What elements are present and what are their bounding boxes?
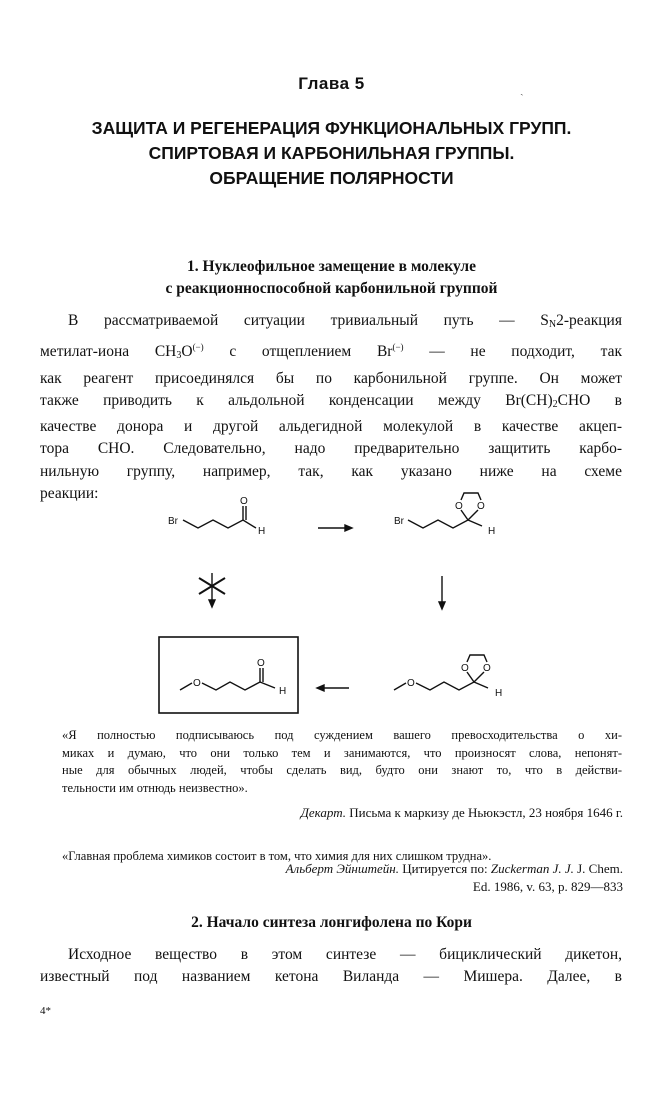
chapter-label: Глава 5 — [298, 74, 365, 93]
para-line-2: известный под названием кетона Виланда — Мишера. Далее, в — [40, 968, 622, 986]
para-line-3: как реагент присоединялся бы по карбонильной группе. Он может — [40, 369, 622, 387]
ethylene-bridge — [467, 655, 487, 662]
citation-einstein — [286, 860, 623, 895]
citation-author: Альберт Эйнштейн. — [285, 861, 400, 876]
o-label: O — [193, 678, 201, 689]
methoxy-acetal-structure — [394, 655, 502, 699]
text-fragment: — не подходит, так — [403, 343, 622, 361]
arrow-left-head — [317, 685, 324, 691]
bromo-acetal-structure — [394, 493, 495, 537]
superscript: (−) — [192, 342, 204, 353]
chapter-title-line-2: СПИРТОВАЯ И КАРБОНИЛЬНАЯ ГРУППЫ. — [148, 143, 515, 163]
arrow-right-head — [345, 525, 352, 531]
o-label: O — [483, 663, 491, 674]
arrow-down-head — [209, 600, 215, 607]
chain-bonds — [183, 520, 256, 528]
text-fragment: 2-реакция — [556, 312, 622, 329]
para-line-2 — [40, 336, 622, 367]
o-label: O — [407, 678, 415, 689]
citation-line-2: Ed. 1986, v. 63, p. 829—833 — [472, 878, 623, 894]
br-label: Br — [394, 516, 404, 527]
product-box — [159, 637, 298, 713]
para-line-5: качестве донора и другой альдегидной молекулой в качестве акцеп- — [40, 418, 622, 436]
text-fragment: метилат-иона CH — [40, 343, 177, 361]
section-1-heading-line-1: 1. Нуклеофильное замещение в молекуле — [187, 258, 476, 275]
text-fragment: CHO в — [557, 391, 622, 409]
citation-ref-rest: J. Chem. — [573, 861, 623, 876]
para-line-1: Исходное вещество в этом синтезе — бициклический дикетон, — [68, 946, 622, 963]
o-label: O — [240, 496, 248, 507]
chain-bonds — [202, 682, 275, 690]
text-fragment: В рассматриваемой ситуации тривиальный путь — S — [68, 312, 549, 329]
bromo-aldehyde-structure — [168, 496, 265, 537]
h-label: H — [258, 526, 266, 537]
chapter-title-line-3: ОБРАЩЕНИЕ ПОЛЯРНОСТИ — [209, 168, 454, 188]
methoxy-aldehyde-structure — [180, 658, 286, 697]
section-1-heading — [30, 256, 633, 300]
chapter-title — [30, 116, 633, 191]
superscript: (−) — [392, 342, 404, 353]
citation-ref-author: Zuckerman J. J. — [490, 861, 574, 876]
quote-line-3: ные для обычных людей, чтобы сделать вид, будто они знают то, что в действи- — [62, 763, 622, 777]
text-fragment: с отщеплением Br — [203, 343, 393, 361]
quote-line-2: миках и думаю, что они только тем и занимаются, что произносят слова, непонят- — [62, 745, 622, 760]
quote-line-1: «Главная проблема химиков состоит в том, что химия для них слишком трудна». — [62, 849, 492, 863]
h-label: H — [495, 688, 503, 699]
section-2-paragraph — [40, 944, 622, 989]
quote-line-1: «Я полностью подписываюсь под суждением вашего превосходительства о хи- — [62, 728, 622, 742]
citation-author: Декарт. — [300, 805, 347, 820]
section-2-heading: 2. Начало синтеза лонгифолена по Кори — [191, 914, 472, 931]
citation-line-1 — [286, 860, 623, 878]
epigraph-descartes — [62, 727, 622, 797]
para-line-4 — [40, 390, 622, 416]
subscript: 2 — [552, 398, 558, 410]
quote-line-4: тельности им отнюдь неизвестно». — [62, 780, 248, 795]
methyl-bond — [180, 683, 192, 690]
subscript: N — [548, 319, 557, 330]
o-label: O — [257, 658, 265, 669]
h-label: H — [488, 526, 496, 537]
section-1-paragraph — [40, 310, 622, 505]
reaction-scheme — [0, 490, 663, 720]
chain-bonds — [416, 682, 488, 690]
ethylene-bridge — [461, 493, 481, 500]
chain-bonds — [408, 520, 482, 528]
o-label: O — [477, 501, 485, 512]
text-fragment: также приводить к альдольной конденсации между Br(CH) — [40, 391, 553, 409]
citation-descartes — [301, 804, 623, 822]
subscript: 3 — [176, 350, 182, 362]
br-label: Br — [168, 516, 178, 527]
signature-mark: 4* — [40, 1005, 51, 1017]
citation-source: Письма к маркизу де Ньюкэстл, 23 ноября 1646 г. — [346, 805, 623, 820]
para-line-8: реакции: — [40, 485, 99, 503]
text-fragment: O — [181, 343, 193, 361]
o-label: O — [455, 501, 463, 512]
stray-mark: ˎ — [520, 84, 524, 96]
h-label: H — [279, 686, 287, 697]
blocked-arrow — [199, 573, 225, 607]
methyl-bond — [394, 683, 406, 690]
para-line-7: нильную группу, например, так, как указано ниже на схеме — [40, 462, 622, 480]
citation-cited: Цитируется по: — [399, 861, 491, 876]
para-line-6: тора CHO. Следовательно, надо предварительно защитить карбо- — [40, 440, 622, 458]
o-label: O — [461, 663, 469, 674]
arrow-down-head — [439, 602, 445, 609]
section-1-heading-line-2: с реакционноспособной карбонильной группой — [165, 280, 498, 297]
para-line-1 — [40, 310, 622, 336]
chapter-title-line-1: ЗАЩИТА И РЕГЕНЕРАЦИЯ ФУНКЦИОНАЛЬНЫХ ГРУПП. — [91, 118, 572, 138]
